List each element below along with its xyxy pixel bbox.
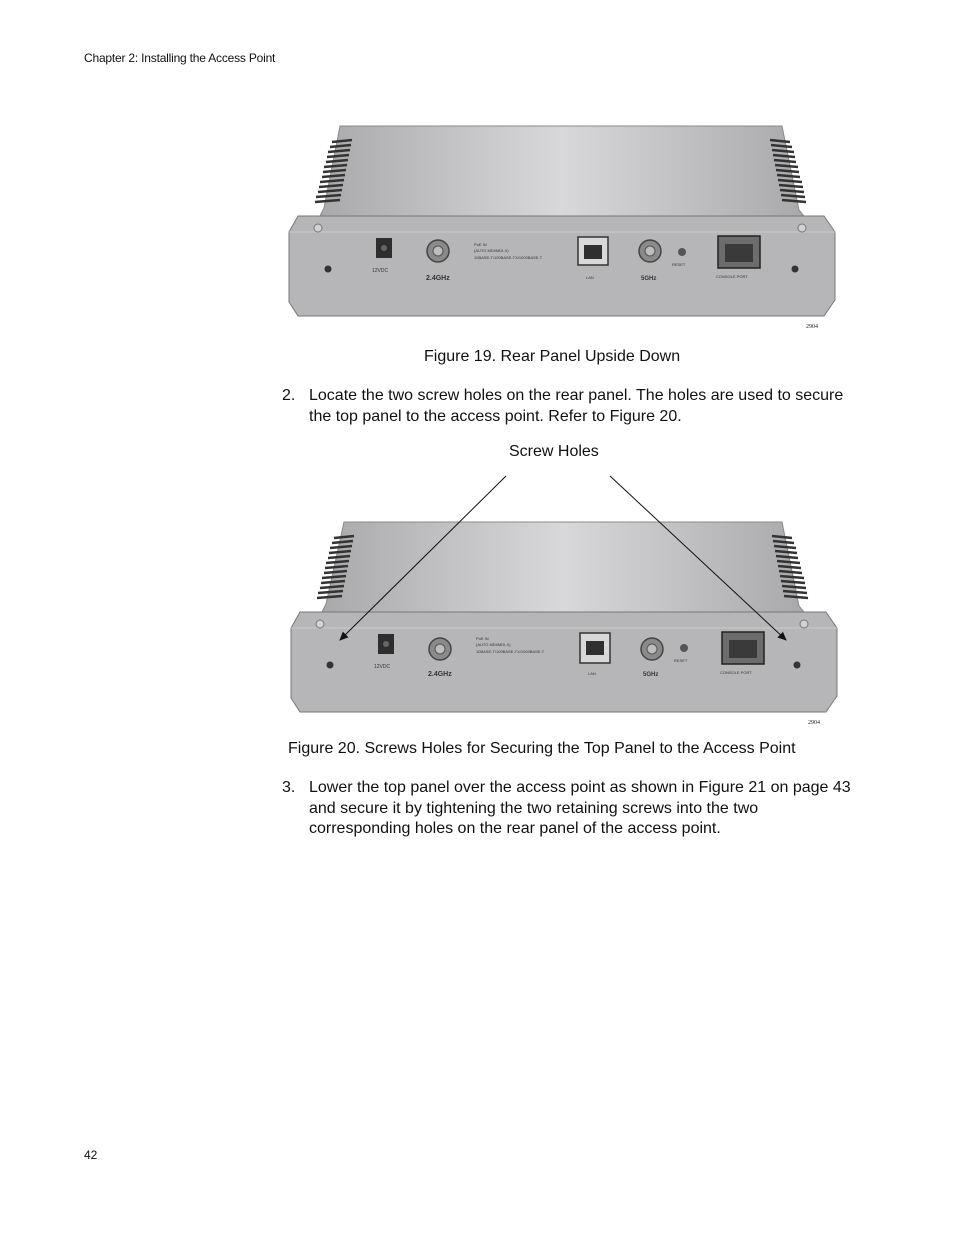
screw-holes-illustration	[284, 462, 842, 728]
reset-button-icon	[680, 644, 688, 652]
figure-screw-holes	[284, 462, 842, 728]
label-lan: LAN	[586, 275, 594, 280]
label-lan: LAN	[588, 671, 596, 676]
screw-hole-right	[794, 662, 801, 669]
label-console: CONSOLE PORT	[716, 274, 748, 279]
step-3-text: Lower the top panel over the access point as shown in Figure 21 on page 43 and secure it by tightening the two retaining screws into the two corresponding holes on the rear panel of the access point.	[309, 779, 851, 837]
screw-holes-label: Screw Holes	[509, 443, 599, 460]
step-2-text: Locate the two screw holes on the rear panel. The holes are used to secure the top panel to the access point. Refer to Figure 20.	[309, 387, 844, 425]
figure-id: 2904	[806, 324, 818, 330]
label-24ghz: 2.4GHz	[428, 671, 452, 678]
step-2	[282, 386, 852, 427]
figure-20-caption: Figure 20. Screws Holes for Securing the Top Panel to the Access Point	[288, 740, 796, 757]
step-2-number: 2.	[282, 387, 296, 404]
screw-hole-left	[325, 266, 332, 273]
page-number: 42	[84, 1148, 98, 1162]
label-reset: RESET	[672, 262, 686, 267]
label-5ghz: 5GHz	[643, 672, 659, 678]
label-lan-text-3: PoE IN	[474, 242, 487, 247]
label-power: 12VDC	[374, 664, 391, 670]
label-lan-text-1: 10BASE-T/100BASE-TX/1000BASE-T	[474, 255, 543, 260]
label-reset: RESET	[674, 658, 688, 663]
figure-19-caption: Figure 19. Rear Panel Upside Down	[424, 348, 681, 365]
figure-id: 2904	[808, 720, 820, 726]
label-lan-text-2: (AUTO MDI/MDI-X)	[474, 248, 509, 253]
label-5ghz: 5GHz	[641, 276, 657, 282]
label-lan-text-1: 10BASE-T/100BASE-TX/1000BASE-T	[476, 649, 545, 654]
label-power: 12VDC	[372, 268, 389, 274]
figure-rear-panel	[284, 120, 840, 334]
screw-hole-right	[792, 266, 799, 273]
label-console: CONSOLE PORT	[720, 670, 752, 675]
label-lan-text-2: (AUTO MDI/MDI-X)	[476, 642, 511, 647]
screw-hole-left	[327, 662, 334, 669]
page-header: Chapter 2: Installing the Access Point	[84, 51, 276, 65]
step-3-number: 3.	[282, 779, 296, 796]
reset-button-icon	[678, 248, 686, 256]
rear-panel-illustration	[284, 120, 840, 334]
label-lan-text-3: PoE IN	[476, 636, 489, 641]
label-24ghz: 2.4GHz	[426, 275, 450, 282]
step-3	[282, 778, 852, 840]
